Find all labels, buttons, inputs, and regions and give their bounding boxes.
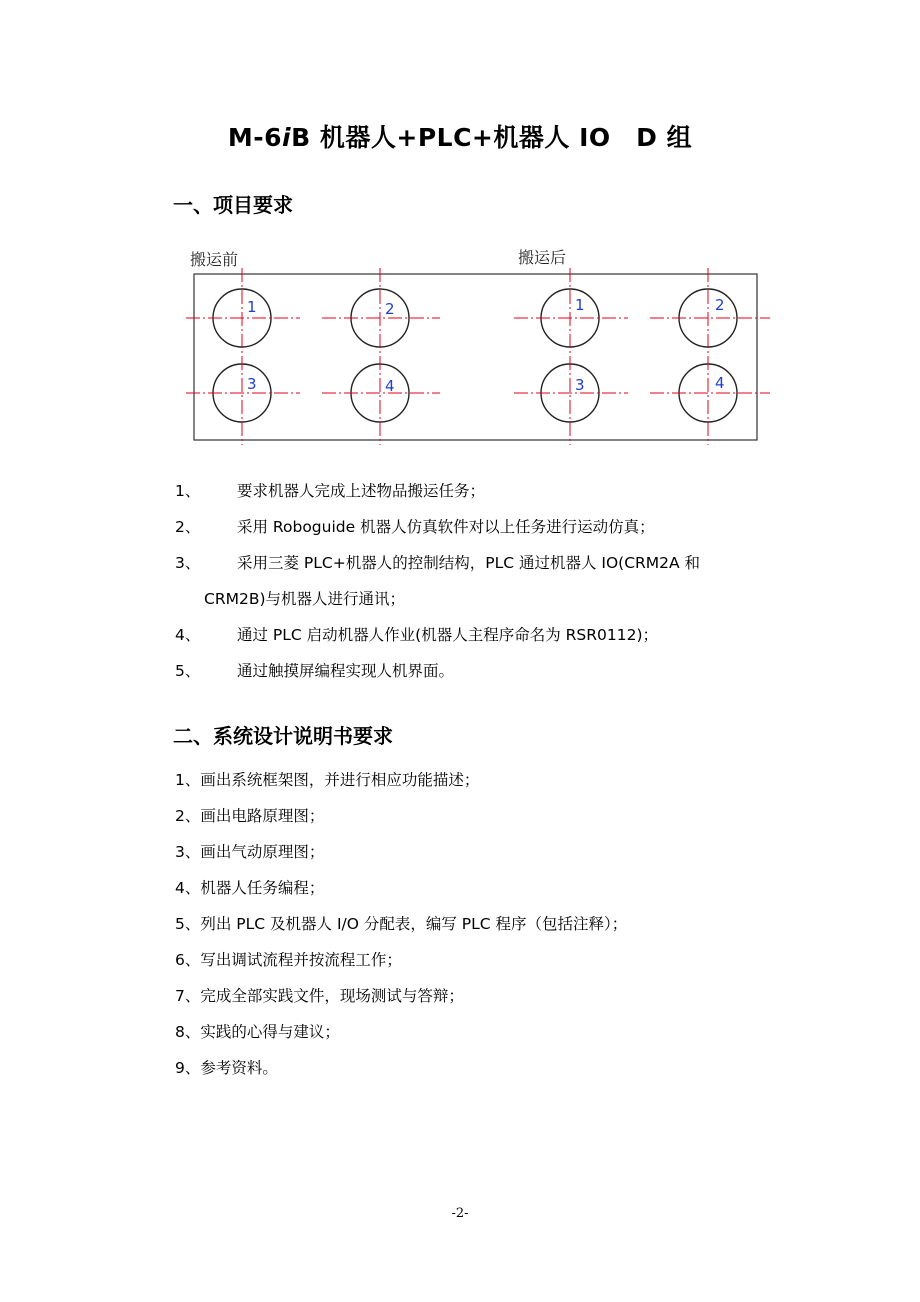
center-lines — [186, 268, 770, 445]
list-item: 2、画出电路原理图； — [175, 807, 325, 825]
list-item: 1、画出系统框架图，并进行相应功能描述； — [175, 771, 480, 789]
list-item: 7、完成全部实践文件，现场测试与答辩； — [175, 987, 464, 1005]
before-number-4: 4 — [385, 377, 395, 395]
label-after: 搬运后 — [518, 248, 567, 267]
label-before: 搬运前 — [190, 250, 239, 269]
list-item: 9、参考资料。 — [175, 1059, 278, 1077]
before-number-1: 1 — [247, 298, 257, 316]
list-item: 6、写出调试流程并按流程工作； — [175, 951, 402, 969]
list-item: 4、机器人任务编程； — [175, 879, 325, 897]
after-number-4: 4 — [715, 374, 725, 392]
after-number-2: 2 — [715, 296, 725, 314]
before-number-2: 2 — [385, 300, 395, 318]
after-number-3: 3 — [575, 376, 585, 394]
list-item: 8、实践的心得与建议； — [175, 1023, 340, 1041]
plate-outline — [194, 274, 757, 440]
before-number-3: 3 — [247, 375, 257, 393]
list-item: 5、列出 PLC 及机器人 I/O 分配表，编写 PLC 程序（包括注释）； — [175, 915, 628, 933]
section-heading-project-requirements: 一、项目要求 — [173, 193, 293, 217]
section-heading-design-spec: 二、系统设计说明书要求 — [173, 724, 393, 748]
requirement-3-continuation: CRM2B)与机器人进行通讯； — [204, 590, 406, 608]
list-item: 3、画出气动原理图； — [175, 843, 325, 861]
page-number: -2- — [451, 1206, 469, 1221]
after-number-1: 1 — [575, 296, 585, 314]
transport-diagram — [186, 243, 774, 445]
document-title: M-6iB 机器人+PLC+机器人 IO D 组 — [227, 123, 693, 152]
